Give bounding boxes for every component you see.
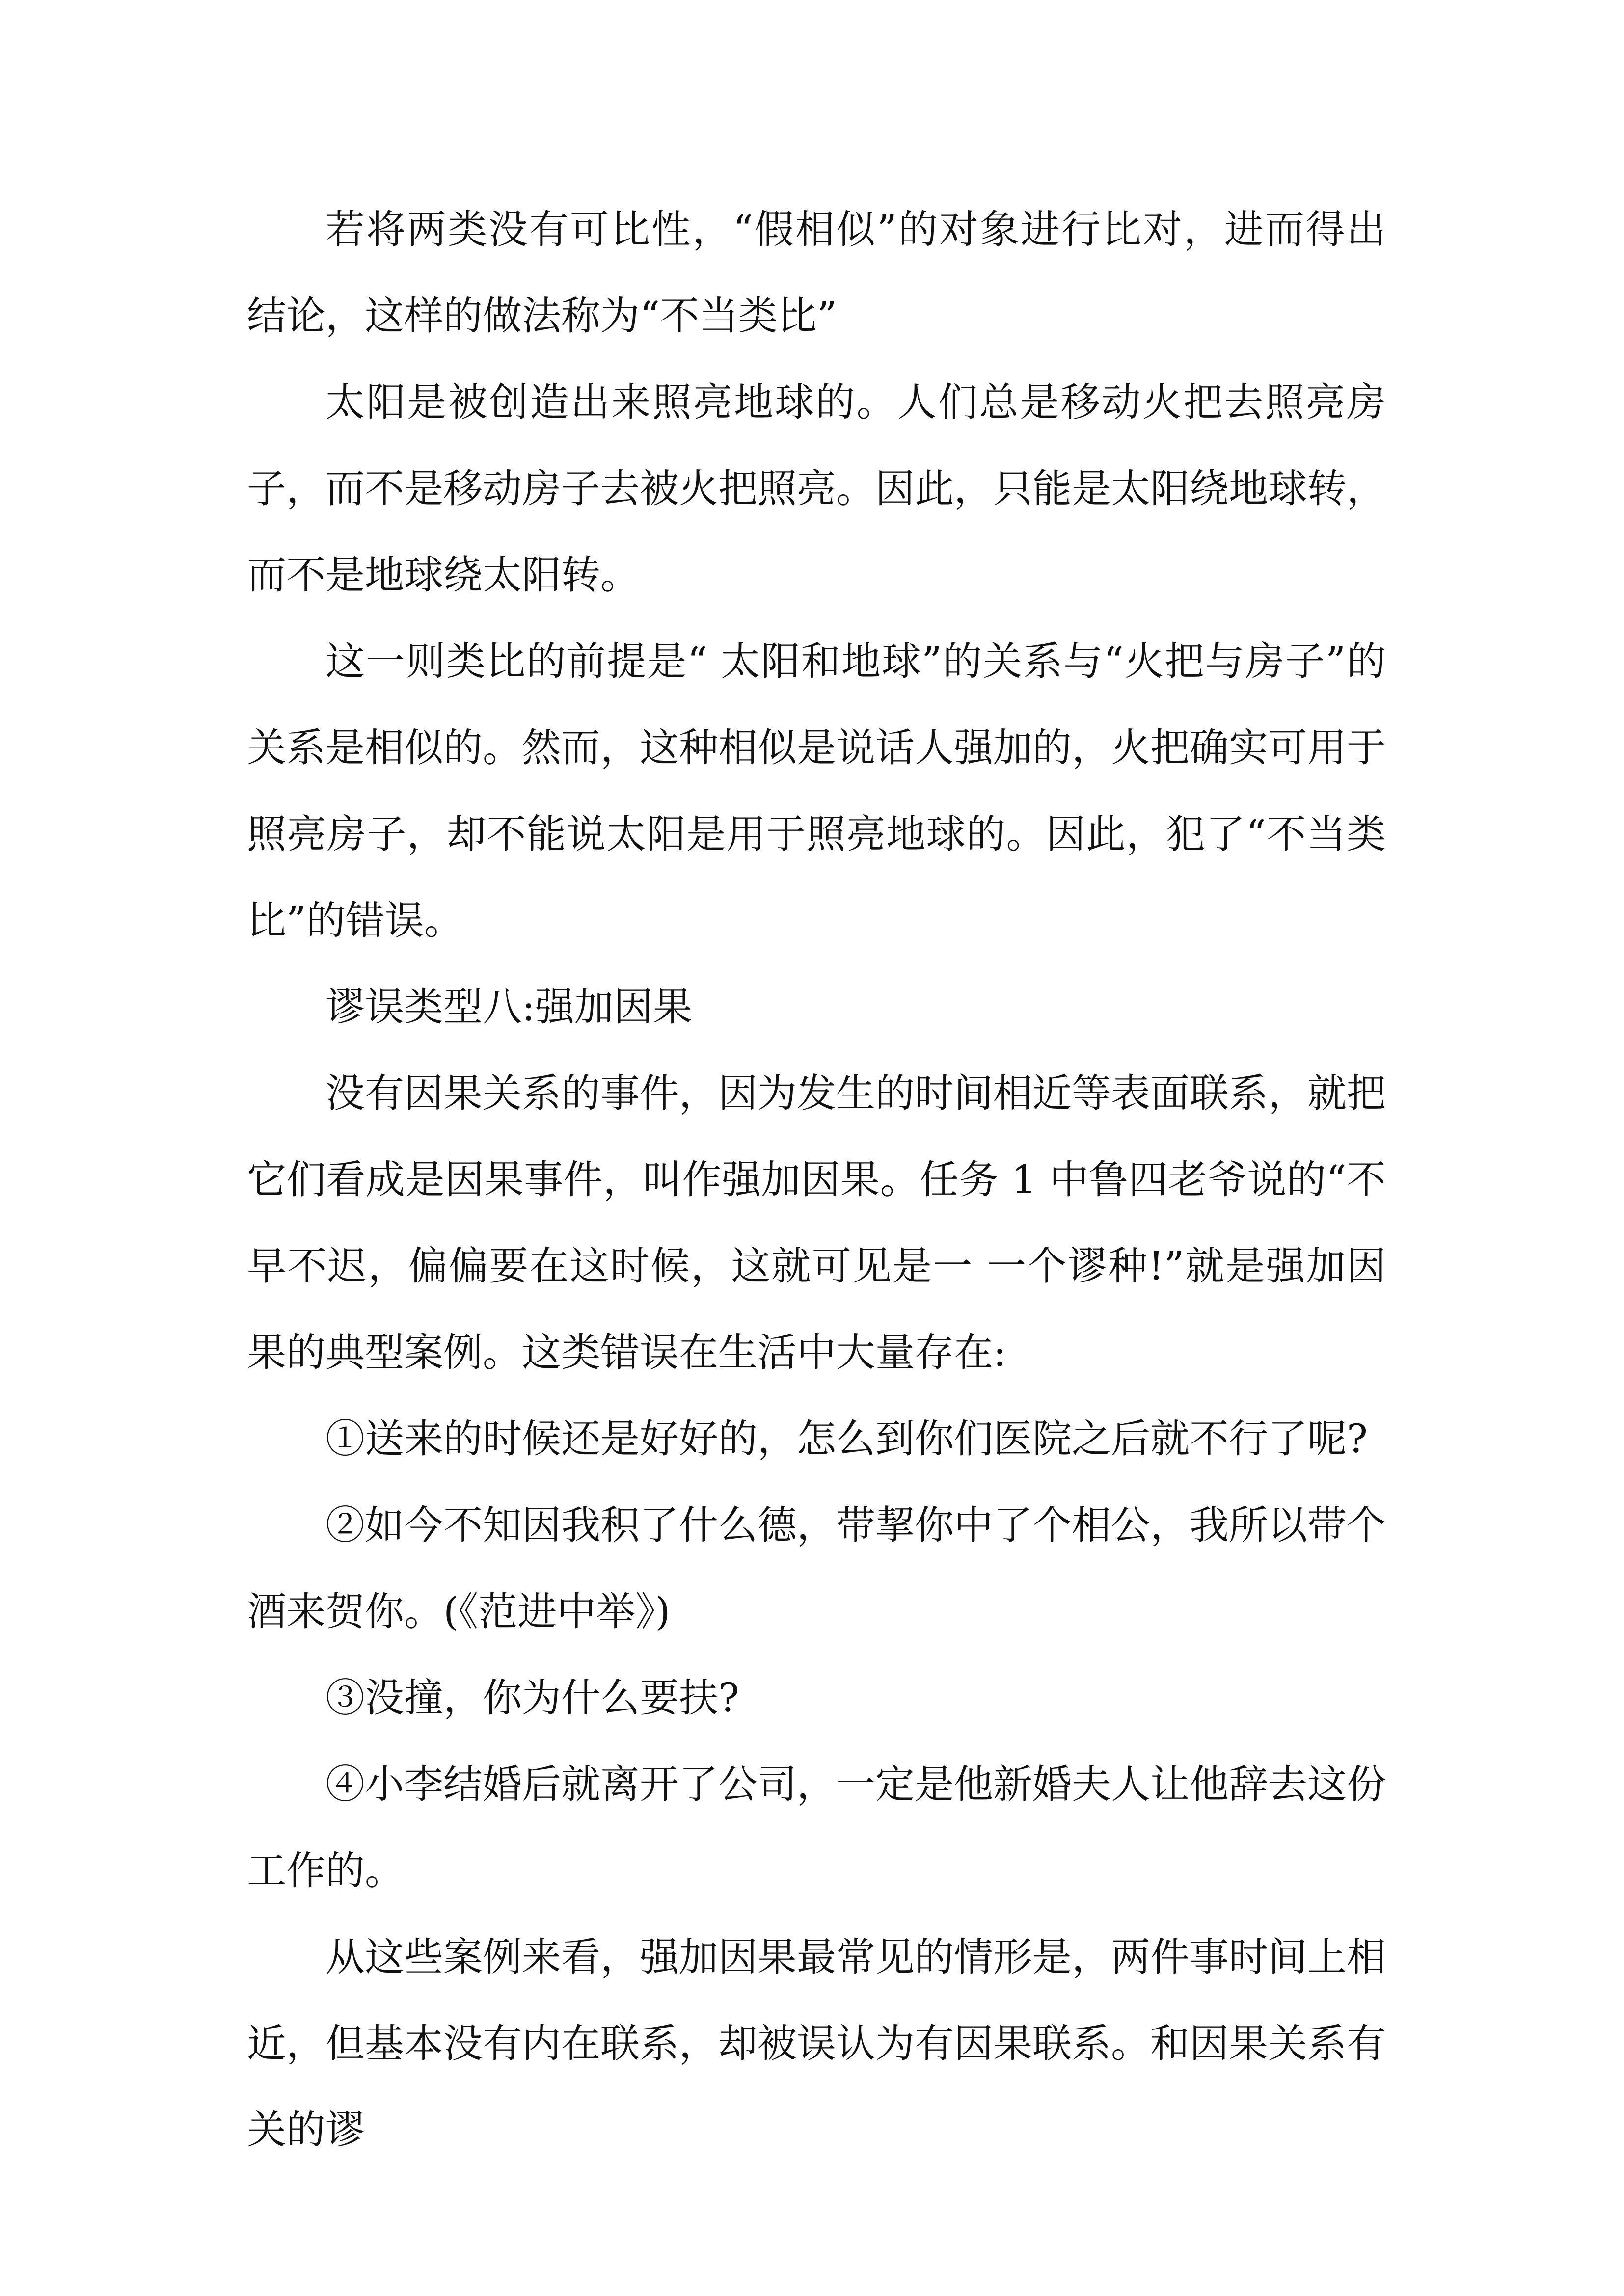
paragraph: 太阳是被创造出来照亮地球的。人们总是移动火把去照亮房子，而不是移动房子去被火把照亮。因此，只能是太阳绕地球转，而不是地球绕太阳转。 [247,379,1386,598]
paragraph: 从这些案例来看，强加因果最常见的情形是，两件事时间上相近，但基本没有内在联系，却被误认为有因果联系。和因果关系有关的谬 [247,1934,1386,2153]
document-body [247,187,1386,2173]
example-item: ①送来的时候还是好好的，怎么到你们医院之后就不行了呢? [325,1416,1368,1462]
example-item: ④小李结婚后就离开了公司，一定是他新婚夫人让他辞去这份工作的。 [247,1762,1386,1894]
paragraph: 若将两类没有可比性，“假相似”的对象进行比对，进而得出结论，这样的做法称为“不当类比” [247,207,1386,339]
example-item: ③没撞，你为什么要扶? [325,1675,739,1721]
section-heading: 谬误类型八:强加因果 [325,984,692,1030]
paragraph: 没有因果关系的事件，因为发生的时间相近等表面联系，就把它们看成是因果事件，叫作强加因果。任务 1 中鲁四老爷说的“不早不迟，偏偏要在这时候，这就可见是一 一个谬种!”就是强加因果的典型案例。这类错误在生活中大量存在: [247,1070,1386,1375]
paragraph: 这一则类比的前提是“ 太阳和地球”的关系与“火把与房子”的关系是相似的。然而，这种相似是说话人强加的，火把确实可用于照亮房子，却不能说太阳是用于照亮地球的。因此，犯了“不当类比”的错误。 [247,639,1386,943]
example-item: ②如今不知因我积了什么德，带挈你中了个相公，我所以带个酒来贺你。(《范进中举》) [247,1502,1386,1634]
